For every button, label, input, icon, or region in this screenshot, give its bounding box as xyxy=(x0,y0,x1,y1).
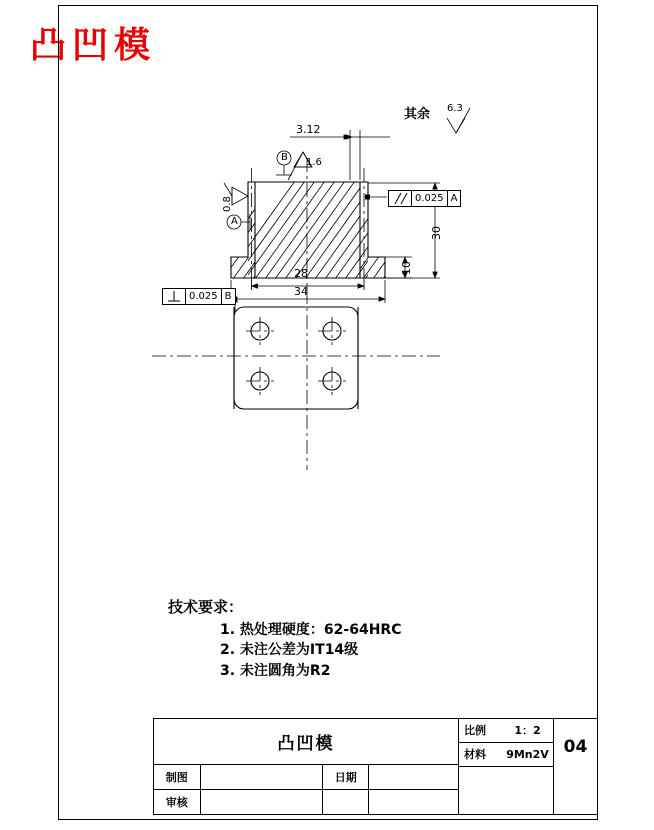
plan-hole-tl xyxy=(246,317,274,345)
parallelism-datum: A xyxy=(450,193,458,204)
parallelism-tolerance-frame xyxy=(388,190,461,207)
technical-requirements-list xyxy=(168,623,401,679)
middle-column-blank xyxy=(459,767,553,814)
perpendicularity-tolerance-frame xyxy=(162,288,236,305)
general-surface-finish-value: 6.3 xyxy=(447,103,463,114)
drawn-label: 制图 xyxy=(154,765,201,789)
tech-note-item: 3. 未注圆角为R2 xyxy=(220,663,331,680)
drawn-value[interactable] xyxy=(201,765,323,789)
tech-note-item: 1. 热处理硬度：62-64HRC xyxy=(220,621,402,638)
technical-requirements-heading: 技术要求： xyxy=(168,598,244,616)
scale-row xyxy=(459,719,553,743)
plan-hole-br xyxy=(318,367,346,395)
dim-3-12-label: 3.12 xyxy=(296,123,321,136)
plan-hole-bl xyxy=(246,367,274,395)
title-block-left-column xyxy=(154,719,459,814)
section-hatching xyxy=(190,157,460,300)
material-label: 材料 xyxy=(464,748,486,762)
title-block-right-column xyxy=(554,719,597,814)
check-label: 审核 xyxy=(154,790,201,814)
technical-requirements xyxy=(168,600,401,685)
plan-view xyxy=(152,290,440,470)
check-date-value[interactable] xyxy=(369,790,458,814)
scale-material-group xyxy=(459,719,553,767)
dim-34 xyxy=(231,280,385,303)
perpendicularity-datum: B xyxy=(224,291,232,302)
perpendicularity-value: 0.025 xyxy=(186,289,222,304)
perpendicularity-symbol xyxy=(163,289,186,304)
dim-28-label: 28 xyxy=(294,267,308,280)
check-value[interactable] xyxy=(201,790,323,814)
title-block-middle-column xyxy=(459,719,554,814)
plan-hole-tr xyxy=(318,317,346,345)
surface-finish-1-6-label: 1.6 xyxy=(306,157,322,168)
part-name: 凸凹模 xyxy=(277,734,335,755)
dim-34-label: 34 xyxy=(294,285,308,298)
scale-value: 1：2 xyxy=(514,724,541,738)
dim-10-label: 10 xyxy=(400,261,413,275)
drawn-row xyxy=(154,765,458,790)
part-name-row xyxy=(154,719,458,765)
date-label: 日期 xyxy=(323,765,370,789)
datum-b-label: B xyxy=(281,152,288,163)
red-drawing-title: 凸凹模 xyxy=(30,25,157,66)
part-number: 04 xyxy=(563,737,588,757)
material-row xyxy=(459,743,553,766)
material-value: 9Mn2V xyxy=(506,747,549,761)
surface-finish-0-8-label: 0.8 xyxy=(222,196,233,212)
scale-label: 比例 xyxy=(464,724,486,738)
check-date-label xyxy=(323,790,370,814)
date-value[interactable] xyxy=(369,765,458,789)
dim-30-label: 30 xyxy=(430,226,443,240)
parallelism-value: 0.025 xyxy=(412,191,448,206)
check-row xyxy=(154,790,458,814)
tech-note-item: 2. 未注公差为IT14级 xyxy=(220,642,359,659)
parallelism-symbol xyxy=(389,191,412,206)
datum-a-label: A xyxy=(231,216,238,227)
general-surface-note-label: 其余 xyxy=(404,107,431,122)
title-block xyxy=(153,718,598,815)
parallelism-leader xyxy=(365,195,387,200)
